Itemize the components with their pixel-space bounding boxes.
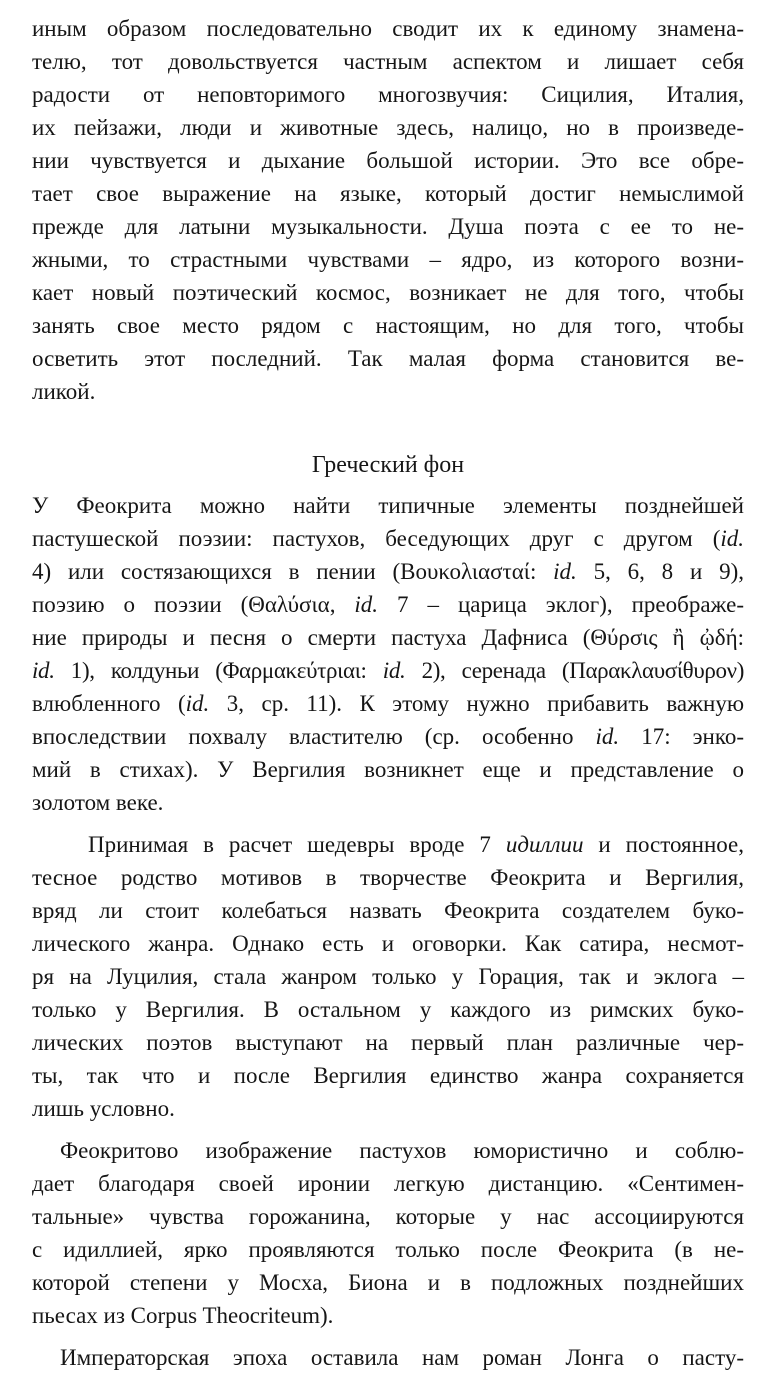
- text-line: осветить этот последний. Так малая форма становится ве-: [32, 346, 744, 371]
- text-line: У Феокрита можно найти типичные элементы позднейшей: [32, 493, 744, 518]
- text-line: пьесах из Corpus Theocriteum).: [32, 1303, 334, 1328]
- text-line: только у Вергилия. В остальном у каждого из римских буко-: [32, 997, 744, 1022]
- book-page: [32, 12, 744, 1374]
- text-line: ликой.: [32, 379, 96, 404]
- paragraph-intro-continued: [32, 12, 744, 408]
- text-line: иным образом последовательно сводит их к единому знамена-: [32, 16, 744, 41]
- text-line: впоследствии похвалу властителю (ср. особенно id. 17: энко-: [32, 724, 744, 749]
- text-line: ние природы и песня о смерти пастуха Дафниса (Θύρσις ἢ ᾠδή:: [32, 625, 744, 650]
- text-line: прежде для латыни музыкальности. Душа поэта с ее то не-: [32, 214, 744, 239]
- text-line: тает свое выражение на языке, который достиг немыслимой: [32, 181, 744, 206]
- section-heading: Греческий фон: [311, 452, 465, 478]
- text-line: жными, то страстными чувствами – ядро, из которого возни-: [32, 247, 744, 272]
- text-line: id. 1), колдуньи (Φαρμακεύτριαι: id. 2), серенада (Παρακλαυσίθυρον): [32, 658, 744, 683]
- text-line: вряд ли стоит колебаться назвать Феокрита создателем буко-: [32, 898, 744, 923]
- text-line: лических поэтов выступают на первый план различные чер-: [32, 1030, 744, 1055]
- text-line: телю, тот довольствуется частным аспектом и лишает себя: [32, 49, 744, 74]
- text-line: мий в стихах). У Вергилия возникнет еще и представление о: [32, 757, 744, 782]
- text-line: которой степени у Мосха, Биона и в подложных позднейших: [32, 1270, 744, 1295]
- text-line: 4) или состязающихся в пении (Βουκολιασταί: id. 5, 6, 8 и 9),: [32, 559, 744, 584]
- text-line: влюбленного (id. 3, ср. 11). К этому нужно прибавить важную: [32, 691, 745, 716]
- paragraph-genre-origin: [32, 828, 744, 1125]
- text-line: ты, так что и после Вергилия единство жанра сохраняется: [32, 1063, 744, 1088]
- text-line: тальные» чувства горожанина, которые у нас ассоциируются: [32, 1204, 744, 1229]
- text-line: тесное родство мотивов в творчестве Феокрита и Вергилия,: [32, 865, 744, 890]
- text-line: радости от неповторимого многозвучия: Сицилия, Италия,: [32, 82, 744, 107]
- text-line: лического жанра. Однако есть и оговорки. Как сатира, несмот-: [32, 931, 744, 956]
- text-line: пастушеской поэзии: пастухов, беседующих друг с другом (id.: [32, 526, 744, 551]
- text-line: нии чувствуется и дыхание большой истории. Это все обре-: [32, 148, 744, 173]
- text-line: занять свое место рядом с настоящим, но для того, чтобы: [32, 313, 744, 338]
- text-line: дает благодаря своей иронии легкую дистанцию. «Сентимен-: [32, 1171, 744, 1196]
- paragraph-theocritus-elements: [32, 489, 744, 819]
- text-line: поэзию о поэзии (Θαλύσια, id. 7 – царица эклог), преображе-: [32, 592, 745, 617]
- paragraph-shepherds-humor: [32, 1134, 744, 1332]
- text-line: лишь условно.: [32, 1096, 175, 1121]
- text-line: Принимая в расчет шедевры вроде 7 идиллии и постоянное,: [88, 832, 744, 857]
- paragraph-imperial-era: [32, 1341, 744, 1374]
- text-line: золотом веке.: [32, 790, 164, 815]
- text-line: ря на Луцилия, стала жанром только у Горация, так и эклога –: [32, 964, 744, 989]
- text-line: их пейзажи, люди и животные здесь, налицо, но в произведе-: [32, 115, 744, 140]
- text-line: с идиллией, ярко проявляются только после Феокрита (в не-: [32, 1237, 744, 1262]
- text-line: Императорская эпоха оставила нам роман Лонга о пасту-: [60, 1345, 744, 1370]
- text-line: Феокритово изображение пастухов юмористично и соблю-: [60, 1138, 744, 1163]
- text-line: кает новый поэтический космос, возникает не для того, чтобы: [32, 280, 744, 305]
